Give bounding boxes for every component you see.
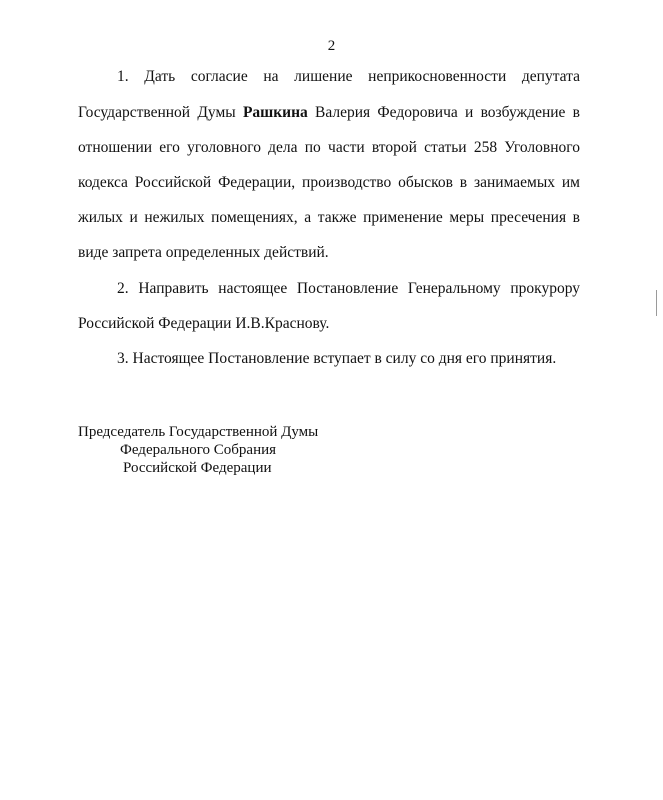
signature-line3: Российской Федерации: [123, 460, 272, 476]
item1-line4: кодекса Российской Федерации, производство обысков в занимаемых им: [78, 174, 580, 191]
item2-line2: Российской Федерации И.В.Краснову.: [78, 315, 330, 332]
deputy-surname: Рашкина: [242, 104, 308, 121]
item2-line1: 2. Направить настоящее Постановление Генеральному прокурору: [117, 280, 580, 297]
item1-line3: отношении его уголовного дела по части второй статьи 258 Уголовного: [78, 139, 580, 156]
item1-line1: 1. Дать согласие на лишение неприкосновенности депутата: [117, 68, 580, 85]
page-number: 2: [327, 38, 336, 54]
item1-line5: жилых и нежилых помещениях, а также применение меры пресечения в: [78, 209, 580, 226]
item1-line2-before: Государственной Думы: [78, 104, 243, 121]
scan-artifact: [656, 290, 657, 316]
item1-line2: [78, 104, 580, 122]
item3-line1: 3. Настоящее Постановление вступает в силу со дня его принятия.: [117, 350, 557, 367]
signature-line1: Председатель Государственной Думы: [78, 424, 319, 440]
item1-line2-after: Валерия Федоровича и возбуждение в: [307, 104, 580, 121]
item1-line6: виде запрета определенных действий.: [78, 244, 329, 261]
signature-line2: Федерального Собрания: [120, 442, 277, 458]
